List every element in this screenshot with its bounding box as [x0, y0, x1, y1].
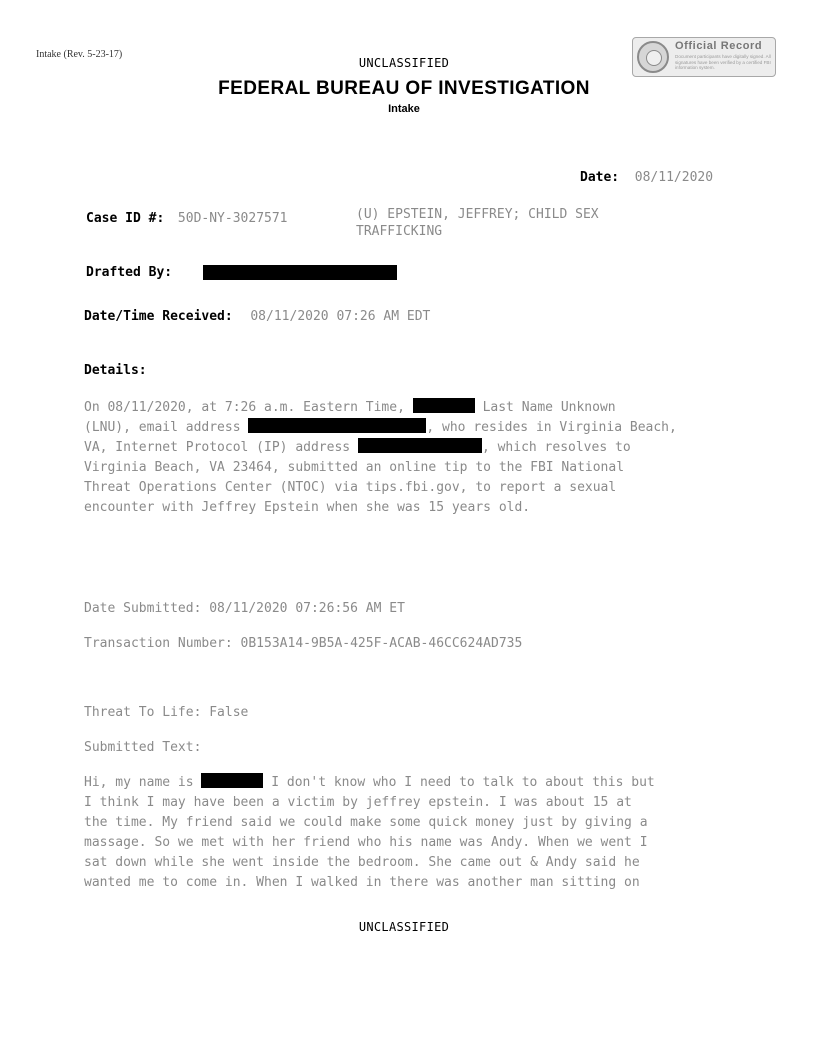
- submitted-text-line: sat down while she went inside the bedroom. She came out & Andy said he: [84, 855, 640, 870]
- details-line: Threat Operations Center (NTOC) via tips.fbi.gov, to report a sexual: [84, 480, 617, 495]
- details-line: VA, Internet Protocol (IP) address , which resolves to: [84, 440, 631, 455]
- submitter-name-redaction: [201, 773, 263, 788]
- date-row: [580, 166, 713, 185]
- case-id-label: Case ID #:: [86, 211, 165, 226]
- form-revision: Intake (Rev. 5-23-17): [36, 49, 123, 60]
- form-type: Intake: [388, 103, 420, 115]
- submitted-text-label: Submitted Text:: [84, 740, 202, 755]
- received-label: Date/Time Received:: [84, 309, 233, 324]
- official-record-stamp: [632, 37, 776, 77]
- stamp-title: Official Record: [675, 40, 763, 52]
- ip-redaction: [358, 438, 482, 453]
- submitted-text-line: Hi, my name is I don't know who I need to talk to about this but: [84, 775, 655, 790]
- email-redaction: [248, 418, 426, 433]
- submitted-text: [84, 773, 655, 893]
- date-value: 08/11/2020: [634, 170, 714, 185]
- details-line: (LNU), email address , who resides in Virginia Beach,: [84, 420, 677, 435]
- case-title-line-2: TRAFFICKING: [356, 224, 443, 239]
- date-label: Date:: [580, 170, 620, 185]
- case-id-value: 50D-NY-3027571: [177, 211, 288, 226]
- details-paragraph: [84, 398, 677, 518]
- submitted-text-line: massage. So we met with her friend who his name was Andy. When we went I: [84, 835, 648, 850]
- drafted-by-label: Drafted By:: [86, 265, 173, 280]
- agency-title: FEDERAL BUREAU OF INVESTIGATION: [218, 78, 590, 99]
- details-line: On 08/11/2020, at 7:26 a.m. Eastern Time, Last Name Unknown: [84, 400, 616, 415]
- details-line: Virginia Beach, VA 23464, submitted an online tip to the FBI National: [84, 460, 625, 475]
- fbi-seal-icon: [637, 41, 669, 73]
- stamp-note: Document participants have digitally signed. All signatures have been verified by a certified FBI information system.: [675, 54, 771, 71]
- name-redaction: [413, 398, 475, 413]
- details-label: Details:: [84, 363, 147, 378]
- case-id-row: [86, 207, 288, 226]
- classification-top: UNCLASSIFIED: [358, 56, 450, 70]
- threat-to-life: Threat To Life: False: [84, 705, 249, 720]
- classification-bottom: UNCLASSIFIED: [358, 920, 450, 934]
- submitted-text-line: the time. My friend said we could make some quick money just by giving a: [84, 815, 648, 830]
- date-submitted: Date Submitted: 08/11/2020 07:26:56 AM ET: [84, 601, 405, 616]
- transaction-number: Transaction Number: 0B153A14-9B5A-425F-ACAB-46CC624AD735: [84, 636, 523, 651]
- submitted-text-line: I think I may have been a victim by jeffrey epstein. I was about 15 at: [84, 795, 632, 810]
- received-row: [84, 305, 430, 324]
- received-value: 08/11/2020 07:26 AM EDT: [250, 309, 431, 324]
- submitted-text-line: wanted me to come in. When I walked in there was another man sitting on: [84, 875, 640, 890]
- case-title-line-1: (U) EPSTEIN, JEFFREY; CHILD SEX: [356, 207, 599, 222]
- details-line: encounter with Jeffrey Epstein when she was 15 years old.: [84, 500, 531, 515]
- drafted-by-redaction: [203, 265, 397, 280]
